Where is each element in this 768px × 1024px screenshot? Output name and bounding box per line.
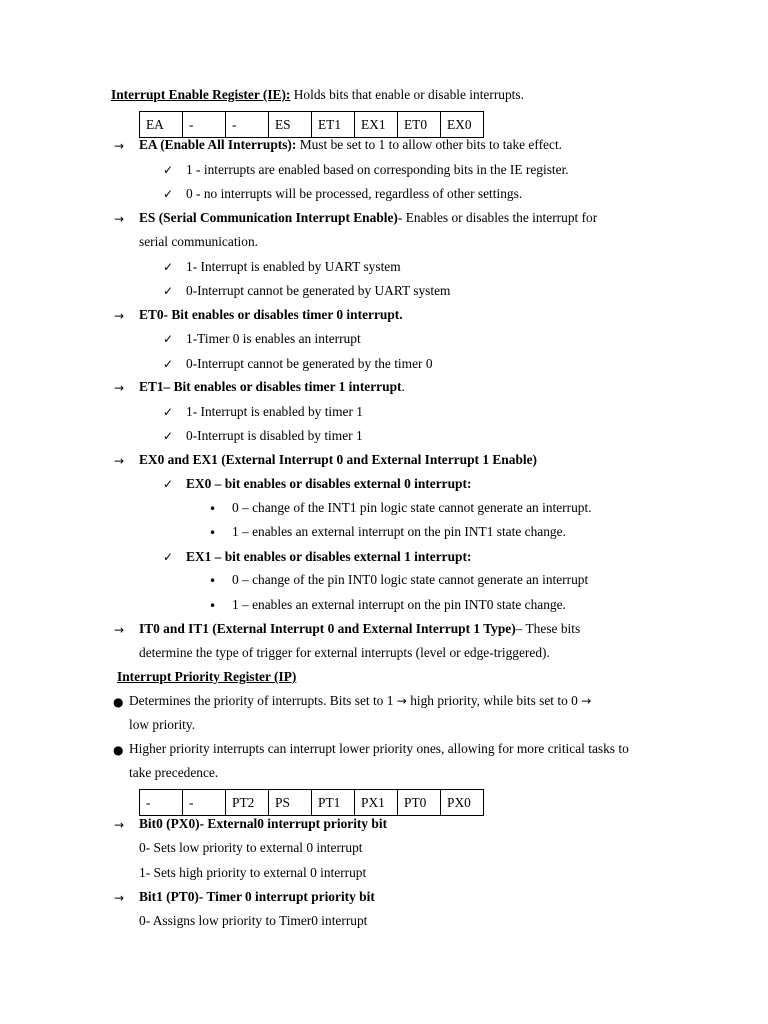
bullet-icon: • bbox=[209, 599, 217, 613]
ie-bit-cell: ES bbox=[269, 112, 312, 138]
ip-bit-cell: PX0 bbox=[441, 790, 484, 816]
check-icon: ✓ bbox=[163, 187, 174, 201]
ex0-bullet-2: 1 – enables an external interrupt on the pin INT1 state change. bbox=[232, 524, 566, 539]
es-head: ES (Serial Communication Interrupt Enable) bbox=[139, 210, 398, 225]
ip-bit-cell: - bbox=[140, 790, 183, 816]
et0-head: ET0- Bit enables or disables timer 0 interrupt. bbox=[139, 307, 403, 322]
bullet-icon: • bbox=[209, 574, 217, 588]
arrow-icon: → bbox=[114, 309, 125, 323]
bullet-icon: ● bbox=[113, 695, 124, 709]
ip-bit-cell: PT0 bbox=[398, 790, 441, 816]
it-cont: determine the type of trigger for external interrupts (level or edge-triggered). bbox=[139, 645, 550, 660]
ip-bullet-1-cont: low priority. bbox=[129, 717, 196, 732]
et1-head: ET1– Bit enables or disables timer 1 interrupt bbox=[139, 379, 402, 394]
ip-register-row bbox=[140, 790, 484, 816]
ea-head: EA (Enable All Interrupts): bbox=[139, 137, 297, 152]
check-icon: ✓ bbox=[163, 550, 174, 564]
ie-bit-cell: ET1 bbox=[312, 112, 355, 138]
arrow-icon: → bbox=[581, 694, 592, 708]
ip-bit-cell: PT1 bbox=[312, 790, 355, 816]
ip-register-table bbox=[139, 789, 484, 816]
bullet-icon: ● bbox=[113, 743, 124, 757]
bullet-icon: • bbox=[209, 526, 217, 540]
ip-bit-cell: PS bbox=[269, 790, 312, 816]
check-icon: ✓ bbox=[163, 477, 174, 491]
ea-rest: Must be set to 1 to allow other bits to take effect. bbox=[296, 137, 563, 152]
arrow-icon: → bbox=[396, 694, 407, 708]
ie-bit-cell: ET0 bbox=[398, 112, 441, 138]
check-icon: ✓ bbox=[163, 332, 174, 346]
ip-title: Interrupt Priority Register (IP) bbox=[117, 669, 297, 684]
ie-register-table bbox=[139, 111, 484, 138]
bit0-head: Bit0 (PX0)- External0 interrupt priority bit bbox=[139, 816, 388, 831]
et1-check-1: 1- Interrupt is enabled by timer 1 bbox=[186, 404, 364, 419]
bit1-line-1: 0- Assigns low priority to Timer0 interrupt bbox=[139, 913, 368, 928]
ie-bit-cell: - bbox=[226, 112, 269, 138]
ea-line bbox=[139, 136, 562, 154]
bit0-line-1: 0- Sets low priority to external 0 interrupt bbox=[139, 840, 363, 855]
arrow-icon: → bbox=[114, 454, 125, 468]
arrow-icon: → bbox=[114, 139, 125, 153]
ie-bit-cell: EX1 bbox=[355, 112, 398, 138]
es-rest: - Enables or disables the interrupt for bbox=[397, 210, 598, 225]
et0-check-2: 0-Interrupt cannot be generated by the timer 0 bbox=[186, 356, 433, 371]
arrow-icon: → bbox=[114, 818, 125, 832]
et0-check-1: 1-Timer 0 is enables an interrupt bbox=[186, 331, 361, 346]
check-icon: ✓ bbox=[163, 284, 174, 298]
ie-intro: Holds bits that enable or disable interrupts. bbox=[290, 87, 524, 102]
ie-register-row bbox=[140, 112, 484, 138]
bit0-line-2: 1- Sets high priority to external 0 interrupt bbox=[139, 865, 367, 880]
ie-bit-cell: EX0 bbox=[441, 112, 484, 138]
check-icon: ✓ bbox=[163, 405, 174, 419]
arrow-icon: → bbox=[114, 891, 125, 905]
ip-bullet-2: Higher priority interrupts can interrupt lower priority ones, allowing for more critical tasks to bbox=[129, 741, 629, 756]
et1-line bbox=[139, 378, 405, 396]
ip-b1-b: high priority, while bits set to 0 bbox=[406, 693, 582, 708]
ex1-head: EX1 – bit enables or disables external 1 interrupt: bbox=[186, 549, 472, 564]
ex1-bullet-1: 0 – change of the pin INT0 logic state cannot generate an interrupt bbox=[232, 572, 589, 587]
es-check-2: 0-Interrupt cannot be generated by UART system bbox=[186, 283, 451, 298]
it-head: IT0 and IT1 (External Interrupt 0 and External Interrupt 1 Type) bbox=[139, 621, 516, 636]
ie-bit-cell: EA bbox=[140, 112, 183, 138]
ie-title: Interrupt Enable Register (IE): bbox=[111, 87, 291, 102]
check-icon: ✓ bbox=[163, 163, 174, 177]
check-icon: ✓ bbox=[163, 429, 174, 443]
ex1-bullet-2: 1 – enables an external interrupt on the pin INT0 state change. bbox=[232, 597, 566, 612]
it-rest: – These bits bbox=[515, 621, 581, 636]
ex0-head: EX0 – bit enables or disables external 0 interrupt: bbox=[186, 476, 472, 491]
arrow-icon: → bbox=[114, 212, 125, 226]
ex-head: EX0 and EX1 (External Interrupt 0 and External Interrupt 1 Enable) bbox=[139, 452, 538, 467]
arrow-icon: → bbox=[114, 381, 125, 395]
es-line bbox=[139, 209, 597, 227]
ie-bit-cell: - bbox=[183, 112, 226, 138]
ea-check-1: 1 - interrupts are enabled based on corresponding bits in the IE register. bbox=[186, 162, 569, 177]
ip-bit-cell: PT2 bbox=[226, 790, 269, 816]
ie-heading-line bbox=[111, 86, 524, 104]
ip-bullet-1 bbox=[129, 692, 591, 710]
et1-check-2: 0-Interrupt is disabled by timer 1 bbox=[186, 428, 363, 443]
bit1-head: Bit1 (PT0)- Timer 0 interrupt priority bit bbox=[139, 889, 375, 904]
es-cont: serial communication. bbox=[139, 234, 258, 249]
bullet-icon: • bbox=[209, 502, 217, 516]
ip-bullet-2-cont: take precedence. bbox=[129, 765, 219, 780]
ex0-bullet-1: 0 – change of the INT1 pin logic state cannot generate an interrupt. bbox=[232, 500, 592, 515]
check-icon: ✓ bbox=[163, 260, 174, 274]
ip-bit-cell: - bbox=[183, 790, 226, 816]
ea-check-2: 0 - no interrupts will be processed, regardless of other settings. bbox=[186, 186, 523, 201]
it-line bbox=[139, 620, 580, 638]
ip-b1-a: Determines the priority of interrupts. Bits set to 1 bbox=[129, 693, 397, 708]
arrow-icon: → bbox=[114, 623, 125, 637]
es-check-1: 1- Interrupt is enabled by UART system bbox=[186, 259, 401, 274]
check-icon: ✓ bbox=[163, 357, 174, 371]
et1-rest: . bbox=[401, 379, 405, 394]
ip-bit-cell: PX1 bbox=[355, 790, 398, 816]
